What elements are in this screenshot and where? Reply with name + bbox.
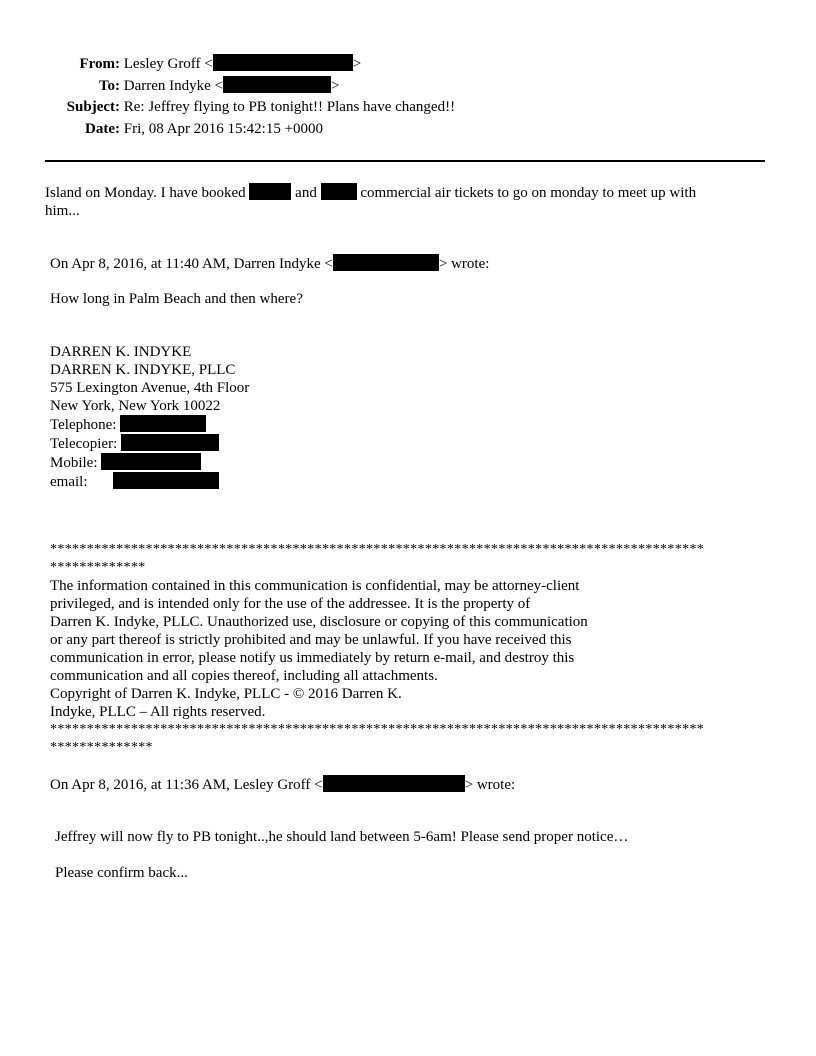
header-from: [58, 54, 361, 73]
subject-label: Subject:: [66, 99, 120, 115]
to-close: >: [331, 78, 340, 94]
reply2-message: Jeffrey will now fly to PB tonight..,he should land between 5-6am! Please send proper notice…: [55, 829, 629, 845]
redacted-email: [213, 54, 353, 71]
disclaimer-line: communication in error, please notify us immediately by return e-mail, and destroy this: [50, 650, 575, 666]
reply-intro-text: > wrote:: [438, 256, 490, 272]
redacted-phone: [120, 415, 206, 432]
to-label: To:: [98, 78, 120, 94]
disclaimer-stars-bottom-cont: **************: [50, 740, 153, 755]
signature-name: DARREN K. INDYKE: [50, 344, 192, 360]
redacted-name: [249, 183, 291, 200]
reply1-intro: [50, 254, 489, 273]
signature-firm: DARREN K. INDYKE, PLLC: [50, 362, 236, 378]
disclaimer-stars-top-cont: *************: [50, 560, 146, 575]
disclaimer-text: [50, 577, 588, 721]
from-label: From:: [79, 56, 120, 72]
redacted-email: [113, 472, 219, 489]
header-divider: [45, 160, 765, 162]
disclaimer-line: Indyke, PLLC – All rights reserved.: [50, 704, 266, 720]
signature-address-2: New York, New York 10022: [50, 398, 221, 414]
body-message: [45, 183, 696, 220]
body-text: and: [291, 185, 321, 201]
body-text: Island on Monday. I have booked: [45, 185, 250, 201]
email-label: email:: [50, 474, 88, 490]
body-line-2: him...: [45, 203, 80, 219]
from-close: >: [352, 56, 362, 72]
telephone-label: Telephone:: [50, 417, 117, 433]
signature-block: [50, 343, 249, 491]
disclaimer-line: privileged, and is intended only for the use of the addressee. It is the property of: [50, 596, 531, 612]
from-name: Lesley Groff <: [123, 56, 213, 72]
signature-address-1: 575 Lexington Avenue, 4th Floor: [50, 380, 250, 396]
to-name: Darren Indyke <: [123, 78, 224, 94]
header-to: [58, 76, 339, 95]
mobile-label: Mobile:: [50, 455, 98, 471]
telecopier-label: Telecopier:: [50, 436, 118, 452]
reply2-confirm: Please confirm back...: [55, 865, 188, 881]
redacted-email: [323, 775, 465, 792]
reply2-intro: [50, 775, 515, 794]
reply-intro-text: On Apr 8, 2016, at 11:36 AM, Lesley Groff <: [50, 777, 323, 793]
redacted-phone: [101, 453, 201, 470]
signature-telecopier: [50, 434, 249, 453]
redacted-email: [223, 76, 331, 93]
disclaimer-line: or any part thereof is strictly prohibited and may be unlawful. If you have received this: [50, 632, 572, 648]
signature-email: [50, 472, 249, 491]
redacted-email: [333, 254, 439, 271]
reply-intro-text: On Apr 8, 2016, at 11:40 AM, Darren Indyke <: [50, 256, 333, 272]
disclaimer-line: The information contained in this communication is confidential, may be attorney-client: [50, 578, 580, 594]
redacted-phone: [121, 434, 219, 451]
signature-telephone: [50, 415, 249, 434]
redacted-name: [321, 183, 357, 200]
header-date: [58, 120, 323, 138]
header-subject: [58, 98, 455, 116]
disclaimer-line: Copyright of Darren K. Indyke, PLLC - © 2016 Darren K.: [50, 686, 402, 702]
reply1-question: How long in Palm Beach and then where?: [50, 291, 303, 307]
reply-intro-text: > wrote:: [464, 777, 516, 793]
date-value: Fri, 08 Apr 2016 15:42:15 +0000: [123, 121, 324, 137]
signature-mobile: [50, 453, 249, 472]
disclaimer-stars-bottom: *****************************************************************************************: [50, 722, 705, 737]
disclaimer-line: Darren K. Indyke, PLLC. Unauthorized use, disclosure or copying of this communication: [50, 614, 588, 630]
body-line-1: [45, 183, 696, 202]
disclaimer-line: communication and all copies thereof, including all attachments.: [50, 668, 438, 684]
body-text: commercial air tickets to go on monday to meet up with: [356, 185, 697, 201]
subject-value: Re: Jeffrey flying to PB tonight!! Plans have changed!!: [123, 99, 456, 115]
date-label: Date:: [85, 121, 120, 137]
disclaimer-stars-top: *****************************************************************************************: [50, 542, 705, 557]
